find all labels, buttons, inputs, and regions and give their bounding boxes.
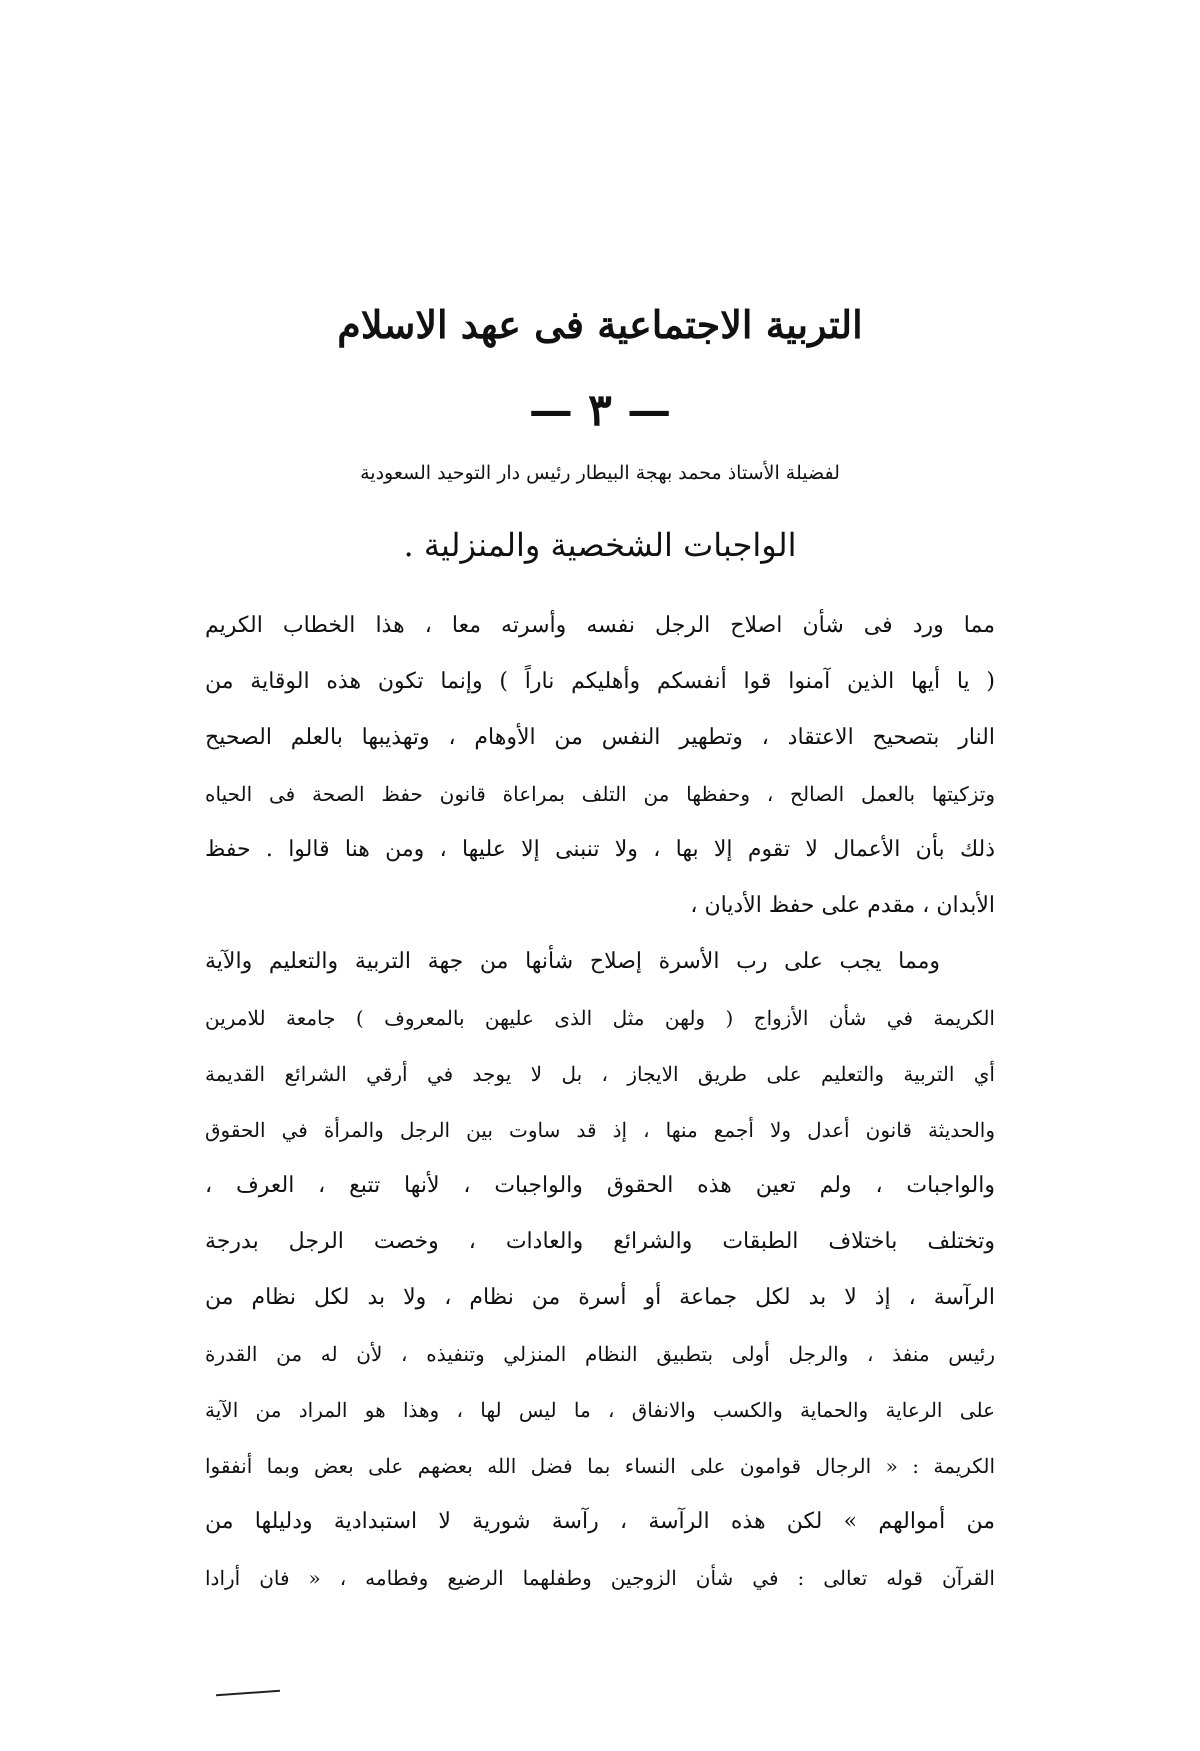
body-line: الكريمة : « الرجال قوامون على النساء بما فضل الله بعضهم على بعض وبما أنفقوا <box>205 1454 995 1478</box>
body-line: النار بتصحيح الاعتقاد ، وتطهير النفس من الأوهام ، وتهذيبها بالعلم الصحيح <box>205 725 995 750</box>
body-line: أي التربية والتعليم على طريق الايجاز ، بل لا يوجد في أرقي الشرائع القديمة <box>205 1062 995 1086</box>
section-heading: الواجبات الشخصية والمنزلية . <box>403 526 797 564</box>
body-line: وتزكيتها بالعمل الصالح ، وحفظها من التلف بمراعاة قانون حفظ الصحة فى الحياه <box>205 782 995 806</box>
margin-stroke <box>216 1690 280 1696</box>
body-line: رئيس منفذ ، والرجل أولى بتطبيق النظام المنزلي وتنفيذه ، لأن له من القدرة <box>205 1342 995 1366</box>
body-line: والواجبات ، ولم تعين هذه الحقوق والواجبات ، لأنها تتبع ، العرف ، <box>205 1173 995 1198</box>
body-line: الأبدان ، مقدم على حفظ الأديان ، <box>690 893 995 918</box>
article-title: التربية الاجتماعية فى عهد الاسلام <box>337 302 863 347</box>
body-text <box>205 598 995 1606</box>
body-line: ذلك بأن الأعمال لا تقوم إلا بها ، ولا تنبنى إلا عليها ، ومن هنا قالوا . حفظ <box>205 837 995 862</box>
body-line: ومما يجب على رب الأسرة إصلاح شأنها من جهة التربية والتعليم والآية <box>205 949 940 974</box>
author-byline: لفضيلة الأستاذ محمد بهجة البيطار رئيس دار التوحيد السعودية <box>360 462 840 484</box>
body-line: الكريمة في شأن الأزواج ( ولهن مثل الذى عليهن بالمعروف ) جامعة للامرين <box>205 1006 995 1030</box>
body-line: والحديثة قانون أعدل ولا أجمع منها ، إذ قد ساوت بين الرجل والمرأة في الحقوق <box>205 1118 995 1142</box>
body-line: من أموالهم » لكن هذه الرآسة ، رآسة شورية لا استبدادية ودليلها من <box>205 1509 995 1534</box>
body-line: وتختلف باختلاف الطبقات والشرائع والعادات ، وخصت الرجل بدرجة <box>205 1229 995 1254</box>
body-line: مما ورد فى شأن اصلاح الرجل نفسه وأسرته معا ، هذا الخطاب الكريم <box>205 613 995 638</box>
body-line: على الرعاية والحماية والكسب والانفاق ، ما ليس لها ، وهذا هو المراد من الآية <box>205 1398 995 1422</box>
body-line: ( يا أيها الذين آمنوا قوا أنفسكم وأهليكم ناراً ) وإنما تكون هذه الوقاية من <box>205 669 995 694</box>
body-line: الرآسة ، إذ لا بد لكل جماعة أو أسرة من نظام ، ولا بد لكل نظام من <box>205 1285 995 1310</box>
body-line: القرآن قوله تعالى : في شأن الزوجين وطفلهما الرضيع وفطامه ، « فان أرادا <box>205 1566 995 1590</box>
part-number: — ٣ — <box>528 385 672 436</box>
